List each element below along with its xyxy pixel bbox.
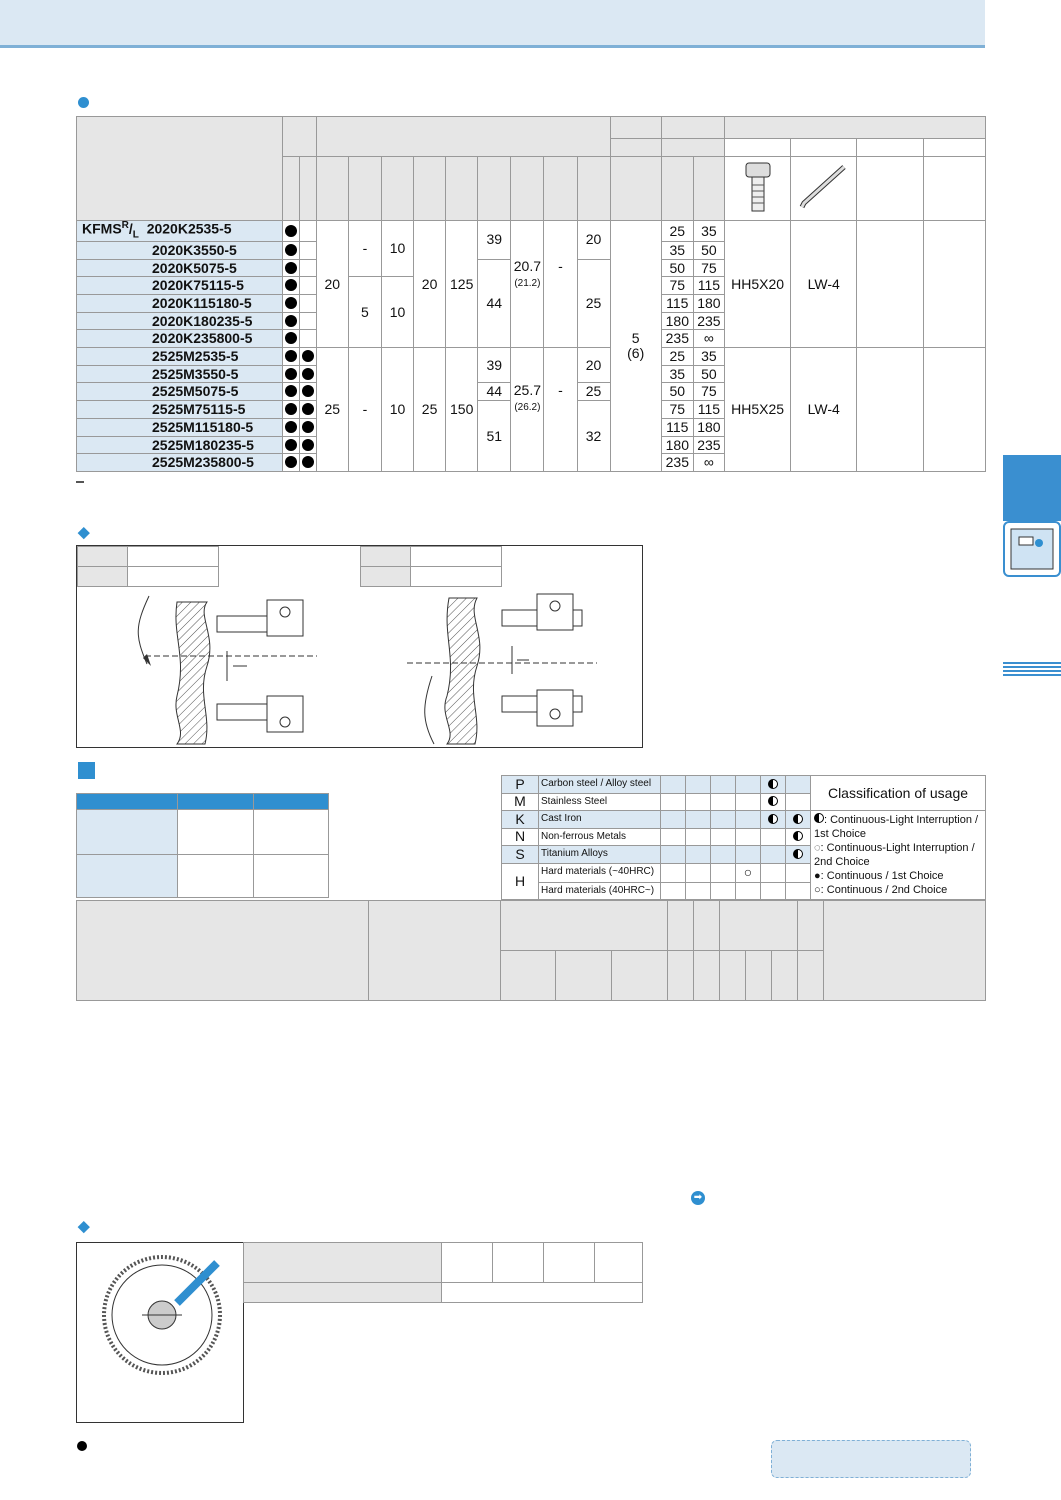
applicable-heading: [78, 760, 101, 784]
boxes-note: [771, 1440, 971, 1478]
code: 2525M75115-5: [152, 401, 246, 418]
inserts-table: [76, 900, 986, 1001]
section-toolholder-dimensions: [78, 94, 94, 111]
code: 2020K180235-5: [152, 312, 253, 329]
code: 2525M115180-5: [152, 418, 254, 435]
section-selection: ◆: [78, 524, 90, 541]
materials-table: P Carbon steel / Alloy steel Classification of usage M Stainless Steel K Cast Iron : Continuous-Light Interruption / 1st Choice ◌: Continuous-Light Interruption / 2nd Choice ●: Continuous / 1st Choice ○: Continuous / 2nd Choice N Non-ferrous Metals S Titanium Alloys H Hard materials (~40HRC) ○ Hard materials (40HRC~): [501, 775, 986, 900]
code: 2020K3550-5: [152, 241, 237, 258]
code: 2020K2535-5: [146, 220, 232, 237]
section-limit: ◆: [78, 1218, 90, 1235]
side-tab-letter: [1003, 455, 1061, 521]
code: 2020K75115-5: [152, 277, 244, 294]
code: 2525M180235-5: [152, 436, 254, 453]
example-note: [649, 1264, 979, 1269]
header-band: [0, 0, 985, 48]
code: 2525M2535-5: [152, 348, 239, 365]
recommended-link[interactable]: ➡: [688, 1187, 708, 1205]
code: 2525M235800-5: [152, 454, 254, 471]
code: 2525M5075-5: [152, 383, 239, 400]
clamp-bolt-image: [724, 157, 790, 221]
th-notes: [76, 473, 84, 487]
selection-diagram: [77, 546, 642, 746]
toolholder-table: $KFMS^R/_L$ 2020K2535-5 20 - 10 20 125 39 20 5 (6) 25 35 HH5X20 LW-4 2020K3550-5 35 50 2020K5075-5 44 20.7 (21.2) - 25 50 75 2020K75115-5 5 10 75 115 2020K115180-5 115 180 2020K180235-5 180 235 2020K235800-5 235 ∞ 2525M2535-5 25 - 10 25 150 39 20 25 35 HH5X25 LW-4 2525M3550-5 35 50 2525M5075-5 44 25.7 (26.2) - 25 50 75 2525M75115-5 51 32 75 115 2525M115180-5 115 180 2525M180235-5 180 235 2525M235800-5 235 ∞: [76, 116, 986, 472]
code: 2020K5075-5: [152, 259, 237, 276]
std-item-legend: [76, 1440, 88, 1454]
selection-panel: [76, 545, 643, 748]
limit-table: [243, 1242, 643, 1303]
code: 2020K235800-5: [152, 330, 253, 347]
insert-size-table: [76, 793, 329, 898]
wrench-image: [791, 157, 857, 221]
side-stripes: [1003, 662, 1061, 676]
code: 2020K115180-5: [152, 295, 252, 312]
col-description: [77, 117, 283, 221]
limit-figure: [76, 1242, 244, 1423]
code: 2525M3550-5: [152, 365, 239, 382]
side-tab-icon: [1003, 521, 1061, 577]
